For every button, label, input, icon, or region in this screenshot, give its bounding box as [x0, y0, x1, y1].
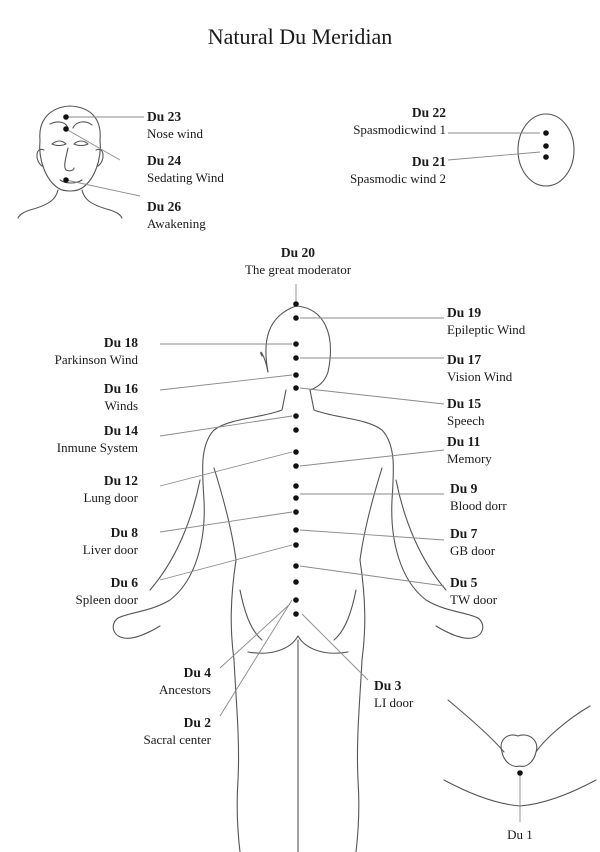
point-name: Winds — [104, 398, 138, 413]
point-spine-c — [293, 509, 299, 515]
point-spine-d — [293, 597, 299, 603]
point-name: Memory — [447, 451, 492, 466]
point-du19 — [293, 315, 299, 321]
point-code: Du 16 — [103, 381, 138, 396]
label-du1 — [494, 826, 546, 843]
point-du14 — [293, 413, 299, 419]
leader-du26 — [66, 180, 140, 196]
leader-du8 — [160, 512, 292, 532]
page-title: Natural Du Meridian — [207, 24, 393, 49]
point-name: TW door — [450, 592, 498, 607]
point-name: Ancestors — [159, 682, 211, 697]
label-du6 — [76, 574, 138, 608]
point-code: Du 23 — [147, 109, 182, 124]
point-code: Du 6 — [110, 575, 138, 590]
face-illustration — [18, 106, 122, 218]
label-du2 — [144, 714, 211, 748]
point-du26 — [63, 177, 69, 183]
label-du18 — [55, 334, 138, 368]
leader-du6 — [160, 545, 292, 580]
point-du24 — [63, 126, 69, 132]
point-name: Speech — [447, 413, 485, 428]
point-name: Awakening — [147, 216, 206, 231]
point-name: Parkinson Wind — [54, 352, 138, 367]
label-du22 — [353, 104, 446, 138]
point-code: Du 14 — [103, 423, 138, 438]
label-du8 — [83, 524, 138, 558]
label-du23 — [147, 108, 203, 142]
label-du9 — [450, 480, 507, 514]
leader-du12 — [160, 452, 292, 486]
leader-du14 — [160, 416, 292, 436]
label-du19 — [447, 304, 525, 338]
label-du16 — [104, 380, 138, 414]
point-code: Du 20 — [280, 245, 316, 260]
point-code: Du 18 — [103, 335, 138, 350]
label-du3 — [374, 677, 413, 711]
point-du11 — [293, 449, 299, 455]
point-name: Sedating Wind — [147, 170, 224, 185]
point-du20 — [293, 301, 299, 307]
point-name: LI door — [374, 695, 414, 710]
point-code: Du 7 — [450, 526, 478, 541]
label-du21 — [350, 153, 446, 187]
point-name: Blood dorr — [450, 498, 507, 513]
point-code: Du 17 — [447, 352, 482, 367]
point-du12 — [293, 463, 299, 469]
label-du12 — [83, 472, 138, 506]
point-code: Du 11 — [447, 434, 481, 449]
point-name: Vision Wind — [447, 369, 513, 384]
point-du18 — [293, 341, 299, 347]
point-code: Du 1 — [507, 827, 533, 842]
point-du22 — [543, 130, 549, 136]
leader-du16 — [160, 375, 292, 390]
point-name: Spasmodicwind 1 — [353, 122, 446, 137]
leader-du21 — [448, 152, 540, 160]
point-code: Du 24 — [147, 153, 182, 168]
point-name: Lung door — [83, 490, 138, 505]
point-code: Du 22 — [411, 105, 446, 120]
point-code: Du 26 — [147, 199, 182, 214]
point-du15 — [293, 385, 299, 391]
leader-du11 — [300, 450, 444, 466]
point-name: Nose wind — [147, 126, 203, 141]
point-name: GB door — [450, 543, 496, 558]
point-name: Liver door — [82, 542, 138, 557]
label-du7 — [450, 525, 495, 559]
point-code: Du 12 — [103, 473, 138, 488]
point-du16 — [293, 372, 299, 378]
point-du1 — [517, 770, 523, 776]
point-name: Spleen door — [75, 592, 138, 607]
point-du4 — [293, 611, 299, 617]
point-du6 — [293, 563, 299, 569]
point-du5 — [293, 579, 299, 585]
point-name: Inmune System — [56, 440, 138, 455]
leader-du7 — [300, 530, 444, 540]
point-name: Sacral center — [143, 732, 211, 747]
point-code: Du 8 — [110, 525, 138, 540]
point-name: Epileptic Wind — [447, 322, 526, 337]
label-du15 — [447, 395, 485, 429]
point-code: Du 19 — [447, 305, 482, 320]
leader-du3 — [302, 614, 368, 680]
label-du26 — [147, 198, 206, 232]
point-du7 — [293, 527, 299, 533]
point-du17 — [293, 355, 299, 361]
point-du21 — [543, 154, 549, 160]
leader-du15 — [300, 388, 444, 404]
point-name: Spasmodic wind 2 — [349, 171, 446, 186]
point-code: Du 3 — [374, 678, 402, 693]
point-code: Du 2 — [183, 715, 211, 730]
label-du20 — [230, 244, 366, 278]
point-spine-b — [293, 483, 299, 489]
point-code: Du 15 — [447, 396, 482, 411]
point-du21b — [543, 143, 549, 149]
label-du17 — [447, 351, 512, 385]
point-du23 — [63, 114, 69, 120]
point-code: Du 4 — [183, 665, 211, 680]
point-name: The great moderator — [244, 262, 352, 277]
label-du11 — [447, 433, 492, 467]
point-code: Du 21 — [411, 154, 446, 169]
leader-du5 — [300, 566, 444, 586]
label-du4 — [159, 664, 211, 698]
point-du8 — [293, 542, 299, 548]
point-spine-a — [293, 427, 299, 433]
label-du24 — [147, 152, 224, 186]
leader-du4 — [220, 604, 290, 668]
head-top-illustration — [518, 114, 574, 186]
point-code: Du 5 — [450, 575, 478, 590]
point-code: Du 9 — [450, 481, 478, 496]
label-du14 — [57, 422, 138, 456]
label-du5 — [450, 574, 497, 608]
point-du9 — [293, 495, 299, 501]
